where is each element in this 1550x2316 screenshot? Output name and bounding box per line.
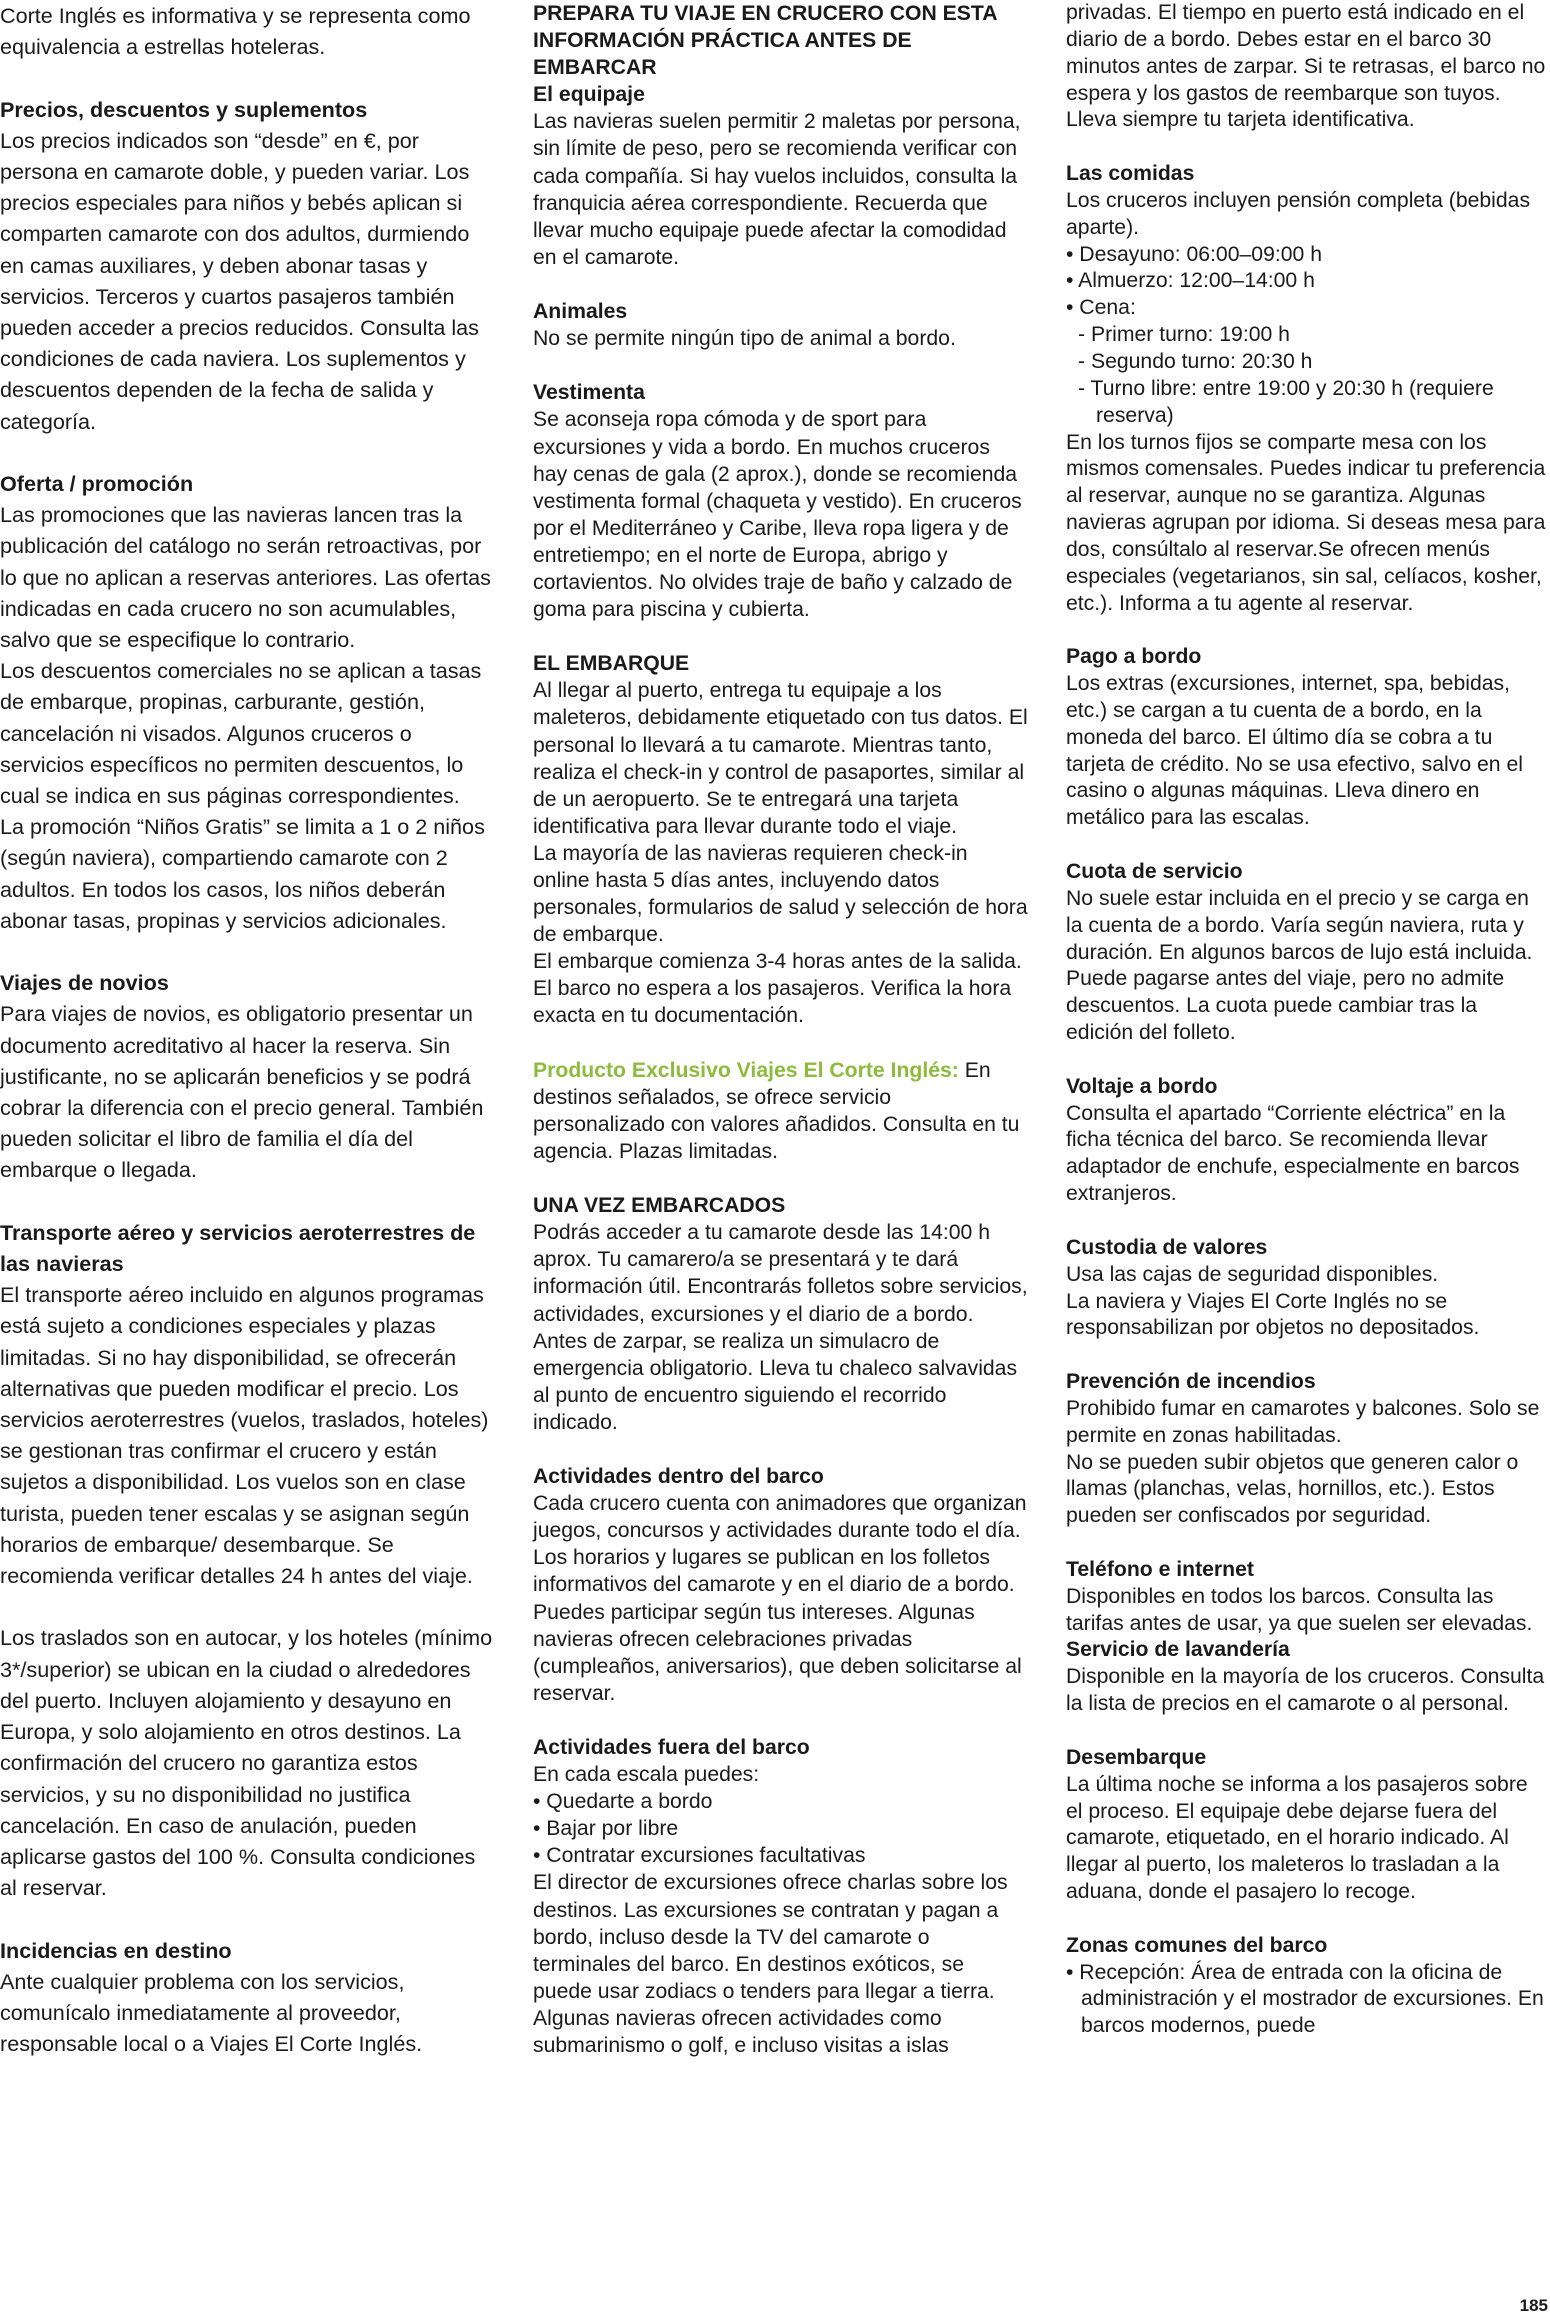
paragraph: Los cruceros incluyen pensión completa (bebidas aparte).: [1066, 188, 1531, 239]
section-heading: Oferta / promoción: [0, 471, 194, 497]
highlight-text: En destinos señalados, se ofrece servicio personalizado con valores añadidos. Consulta en tu agencia. Plazas limitadas.: [533, 1058, 1020, 1163]
list-item: • Desayuno: 06:00–09:00 h: [1066, 242, 1322, 266]
section-heading: Prevención de incendios: [1066, 1370, 1316, 1394]
section-heading: Custodia de valores: [1066, 1235, 1268, 1259]
section-heading: Actividades fuera del barco: [533, 1736, 810, 1759]
paragraph: privadas. El tiempo en puerto está indicado en el diario de a bordo. Debes estar en el barco 30 minutos antes de zarpar. Si te retrasas, el barco no espera y los gastos de reembarque son tuyos. Lleva siempre tu tarjeta identificativa.: [1066, 1, 1546, 132]
paragraph: Ante cualquier problema con los servicios, comunícalo inmediatamente al proveedor, responsable local o a Viajes El Corte Inglés.: [0, 1968, 423, 2057]
spacer: [0, 1903, 495, 1934]
section-heading: Cuota de servicio: [1066, 860, 1243, 883]
list-item: - Turno libre: entre 19:00 y 20:30 h (requiere reserva): [1078, 376, 1494, 427]
section-heading: PREPARA TU VIAJE EN CRUCERO CON ESTA INFORMACIÓN PRÁCTICA ANTES DE EMBARCAR: [533, 2, 997, 80]
paragraph: En cada escala puedes:: [533, 1763, 760, 1787]
paragraph: Disponibles en todos los barcos. Consulta las tarifas antes de usar, ya que suelen ser elevadas.: [1066, 1584, 1533, 1635]
paragraph: El embarque comienza 3-4 horas antes de la salida. El barco no espera a los pasajeros. Verifica la hora exacta en tu documentación.: [533, 950, 1022, 1028]
spacer: [0, 62, 495, 93]
spacer: [0, 1186, 495, 1217]
column-1: [0, 0, 495, 2059]
paragraph: Usa las cajas de seguridad disponibles.: [1066, 1262, 1439, 1286]
spacer: [1066, 1906, 1550, 1933]
section-heading: Vestimenta: [533, 381, 645, 405]
paragraph: No se permite ningún tipo de animal a bordo.: [533, 327, 956, 351]
section-heading: Servicio de lavandería: [1066, 1638, 1290, 1662]
bullet-list: [1066, 322, 1550, 429]
section-heading: Actividades dentro del barco: [533, 1465, 824, 1489]
section-heading: Pago a bordo: [1066, 645, 1202, 669]
section-heading: UNA VEZ EMBARCADOS: [533, 1194, 786, 1218]
paragraph: Cada crucero cuenta con animadores que organizan juegos, concursos y actividades durante todo el día. Los horarios y lugares se publican en los folletos informativos del camarote y en el diario de a bordo. Puedes participar según tus intereses. Algunas navieras ofrecen celebraciones privadas (cumpleaños, aniversarios), que deben solicitarse al reservar.: [533, 1492, 1027, 1705]
spacer: [1066, 1047, 1550, 1074]
spacer: [533, 1707, 1028, 1734]
paragraph: El transporte aéreo incluido en algunos programas está sujeto a condiciones especiales y plazas limitadas. Si no hay disponibilidad, se ofrecerán alternativas que pueden modificar el precio. Los servicios aeroterrestres (vuelos, traslados, hoteles) se gestionan tras confirmar el crucero y están sujetos a disponibilidad. Los vuelos son en clase turista, pueden tener escalas y se asignan según horarios de embarque/ desembarque. Se recomienda verificar detalles 24 h antes del viaje.: [0, 1282, 489, 1589]
paragraph: Las promociones que las navieras lancen tras la publicación del catálogo no serán retroactivas, por lo que no aplican a reservas anteriores. Las ofertas indicadas en cada crucero no son acumulables, salvo que se especifique lo contrario.: [0, 502, 491, 653]
paragraph: Los precios indicados son “desde” en €, por persona en camarote doble, y pueden variar. Los precios especiales para niños y bebés aplican si comparten camarote con dos adultos, durmiendo en camas auxiliares, y deben abonar tasas y servicios. Terceros y cuartos pasajeros también pueden acceder a precios reducidos. Consulta las condiciones de cada naviera. Los suplementos y descuentos dependen de la fecha de salida y categoría.: [0, 127, 479, 434]
section-heading: Las comidas: [1066, 162, 1195, 186]
highlight-label: Producto Exclusivo Viajes El Corte Inglés:: [533, 1058, 959, 1082]
list-item: • Cena:: [1066, 296, 1136, 320]
column-3: [1066, 0, 1550, 2040]
list-item: • Contratar excursiones facultativas: [533, 1844, 866, 1868]
spacer: [0, 936, 495, 967]
section-heading: Zonas comunes del barco: [1066, 1933, 1328, 1957]
section-heading: Voltaje a bordo: [1066, 1074, 1218, 1098]
section-heading: Precios, descuentos y suplementos: [0, 96, 368, 122]
spacer: [533, 352, 1028, 379]
spacer: [0, 1591, 495, 1622]
paragraph: Los traslados son en autocar, y los hoteles (mínimo 3*/superior) se ubican en la ciudad o alrededores del puerto. Incluyen alojamiento y desayuno en Europa, y solo alojamiento en otros destinos. La confirmación del crucero no garantiza estos servicios, y su no disponibilidad no justifica cancelación. En caso de anulación, pueden aplicarse gastos del 100 %. Consulta condiciones al reservar.: [0, 1625, 493, 1901]
paragraph: En los turnos fijos se comparte mesa con los mismos comensales. Puedes indicar tu preferencia al reservar, aunque no se garantiza. Algunas navieras agrupan por idioma. Si deseas mesa para dos, consúltalo al reservar.Se ofrecen menús especiales (vegetarianos, sin sal, celíacos, kosher, etc.). Informa a tu agente al reservar.: [1066, 430, 1546, 615]
spacer: [533, 1165, 1028, 1192]
spacer: [1066, 832, 1550, 859]
spacer: [533, 1030, 1028, 1057]
paragraph: Al llegar al puerto, entrega tu equipaje a los maleteros, debidamente etiquetado con tus datos. El personal lo llevará a tu camarote. Mientras tanto, realiza el check-in y control de pasaportes, similar al de un aeropuerto. Se te entregará una tarjeta identificativa para llevar durante todo el viaje.: [533, 679, 1028, 838]
section-heading: Viajes de novios: [0, 970, 169, 996]
bullet-list: [1066, 242, 1550, 323]
section-heading: Incidencias en destino: [0, 1937, 232, 1963]
paragraph: Disponible en la mayoría de los cruceros. Consulta la lista de precios en el camarote o al personal.: [1066, 1665, 1545, 1716]
paragraph: Podrás acceder a tu camarote desde las 14:00 h aprox. Tu camarero/a se presentará y te dará información útil. Encontrarás folletos sobre servicios, actividades, excursiones y el diario de a bordo. Antes de zarpar, se realiza un simulacro de emergencia obligatorio. Lleva tu chaleco salvavidas al punto de encuentro siguiendo el recorrido indicado.: [533, 1221, 1028, 1434]
section-heading: Animales: [533, 300, 628, 324]
spacer: [533, 271, 1028, 298]
spacer: [1066, 617, 1550, 644]
spacer: [1066, 134, 1550, 161]
paragraph: No se pueden subir objetos que generen calor o llamas (planchas, velas, hornillos, etc.). Estos pueden ser confiscados por seguridad.: [1066, 1450, 1519, 1528]
section-heading: EL EMBARQUE: [533, 652, 690, 676]
page-number: 185: [1519, 2296, 1548, 2315]
paragraph: La última noche se informa a los pasajeros sobre el proceso. El equipaje debe dejarse fuera del camarote, etiquetado, en el horario indicado. Al llegar al puerto, los maleteros lo trasladan a la aduana, donde el pasajero lo recoge.: [1066, 1772, 1528, 1904]
spacer: [1066, 1342, 1550, 1369]
paragraph: La naviera y Viajes El Corte Inglés no se responsabilizan por objetos no depositados.: [1066, 1289, 1480, 1340]
spacer: [1066, 1718, 1550, 1745]
paragraph: Se aconseja ropa cómoda y de sport para excursiones y vida a bordo. En muchos cruceros hay cenas de gala (2 aprox.), donde se recomienda vestimenta formal (chaqueta y vestido). En cruceros por el Mediterráneo y Caribe, lleva ropa ligera y de entretiempo; en el norte de Europa, abrigo y cortavientos. No olvides traje de baño y calzado de goma para piscina y cubierta.: [533, 408, 1022, 622]
list-item: • Quedarte a bordo: [533, 1790, 713, 1814]
spacer: [533, 1436, 1028, 1463]
section-heading: Transporte aéreo y servicios aeroterrestres de las navieras: [0, 1219, 476, 1277]
paragraph: Los descuentos comerciales no se aplican a tasas de embarque, propinas, carburante, gestión, cancelación ni visados. Algunos cruceros o servicios específicos no permiten descuentos, lo cual se indica en sus páginas correspondientes.: [0, 658, 482, 809]
list-item: • Almuerzo: 12:00–14:00 h: [1066, 269, 1315, 293]
spacer: [0, 437, 495, 468]
paragraph: Las navieras suelen permitir 2 maletas por persona, sin límite de peso, pero se recomienda verificar con cada compañía. Si hay vuelos incluidos, consulta la franquicia aérea correspondiente. Recuerda que llevar mucho equipaje puede afectar la comodidad en el camarote.: [533, 110, 1021, 269]
section-heading: Desembarque: [1066, 1745, 1207, 1769]
section-heading: Teléfono e internet: [1066, 1557, 1254, 1581]
list-item: • Bajar por libre: [533, 1817, 679, 1841]
spacer: [533, 623, 1028, 650]
list-item: - Primer turno: 19:00 h: [1078, 323, 1290, 347]
paragraph: Corte Inglés es informativa y se representa como equivalencia a estrellas hoteleras.: [0, 3, 471, 60]
bullet-list: [1066, 1960, 1550, 2041]
paragraph: El director de excursiones ofrece charlas sobre los destinos. Las excursiones se contratan y pagan a bordo, incluso desde la TV del camarote o terminales del barco. En destinos exóticos, se puede usar zodiacs o tenders para llegar a tierra. Algunas navieras ofrecen actividades como submarinismo o golf, e incluso visitas a islas: [533, 1871, 1008, 2058]
paragraph: La mayoría de las navieras requieren check-in online hasta 5 días antes, incluyendo datos personales, formularios de salud y selección de hora de embarque.: [533, 841, 1028, 947]
paragraph: Consulta el apartado “Corriente eléctrica” en la ficha técnica del barco. Se recomienda llevar adaptador de enchufe, especialmente en barcos extranjeros.: [1066, 1101, 1520, 1206]
paragraph: La promoción “Niños Gratis” se limita a 1 o 2 niños (según naviera), compartiendo camarote con 2 adultos. En todos los casos, los niños deberán abonar tasas, propinas y servicios adicionales.: [0, 814, 485, 933]
paragraph: Los extras (excursiones, internet, spa, bebidas, etc.) se cargan a tu cuenta de a bordo, en la moneda del barco. El último día se cobra a tu tarjeta de crédito. No se usa efectivo, salvo en el casino o algunas máquinas. Lleva dinero en metálico para las escalas.: [1066, 672, 1523, 830]
paragraph: Para viajes de novios, es obligatorio presentar un documento acreditativo al hacer la reserva. Sin justificante, no se aplicarán beneficios y se podrá cobrar la diferencia con el precio general. También pueden solicitar el libro de familia el día del embarque o llegada.: [0, 1001, 484, 1183]
paragraph: Prohibido fumar en camarotes y balcones. Solo se permite en zonas habilitadas.: [1066, 1396, 1540, 1447]
section-heading: El equipaje: [533, 83, 645, 107]
bullet-list: [533, 1788, 1028, 1869]
list-item: - Segundo turno: 20:30 h: [1078, 349, 1313, 373]
list-item: • Recepción: Área de entrada con la oficina de administración y el mostrador de excursiones. En barcos modernos, puede: [1066, 1960, 1544, 2038]
paragraph: No suele estar incluida en el precio y se carga en la cuenta de a bordo. Varía según naviera, ruta y duración. En algunos barcos de lujo está incluida. Puede pagarse antes del viaje, pero no admite descuentos. La cuota puede cambiar tras la edición del folleto.: [1066, 886, 1533, 1045]
spacer: [1066, 1208, 1550, 1235]
highlight-paragraph: [533, 1057, 1028, 1165]
spacer: [1066, 1530, 1550, 1557]
column-2: [533, 0, 1028, 2059]
